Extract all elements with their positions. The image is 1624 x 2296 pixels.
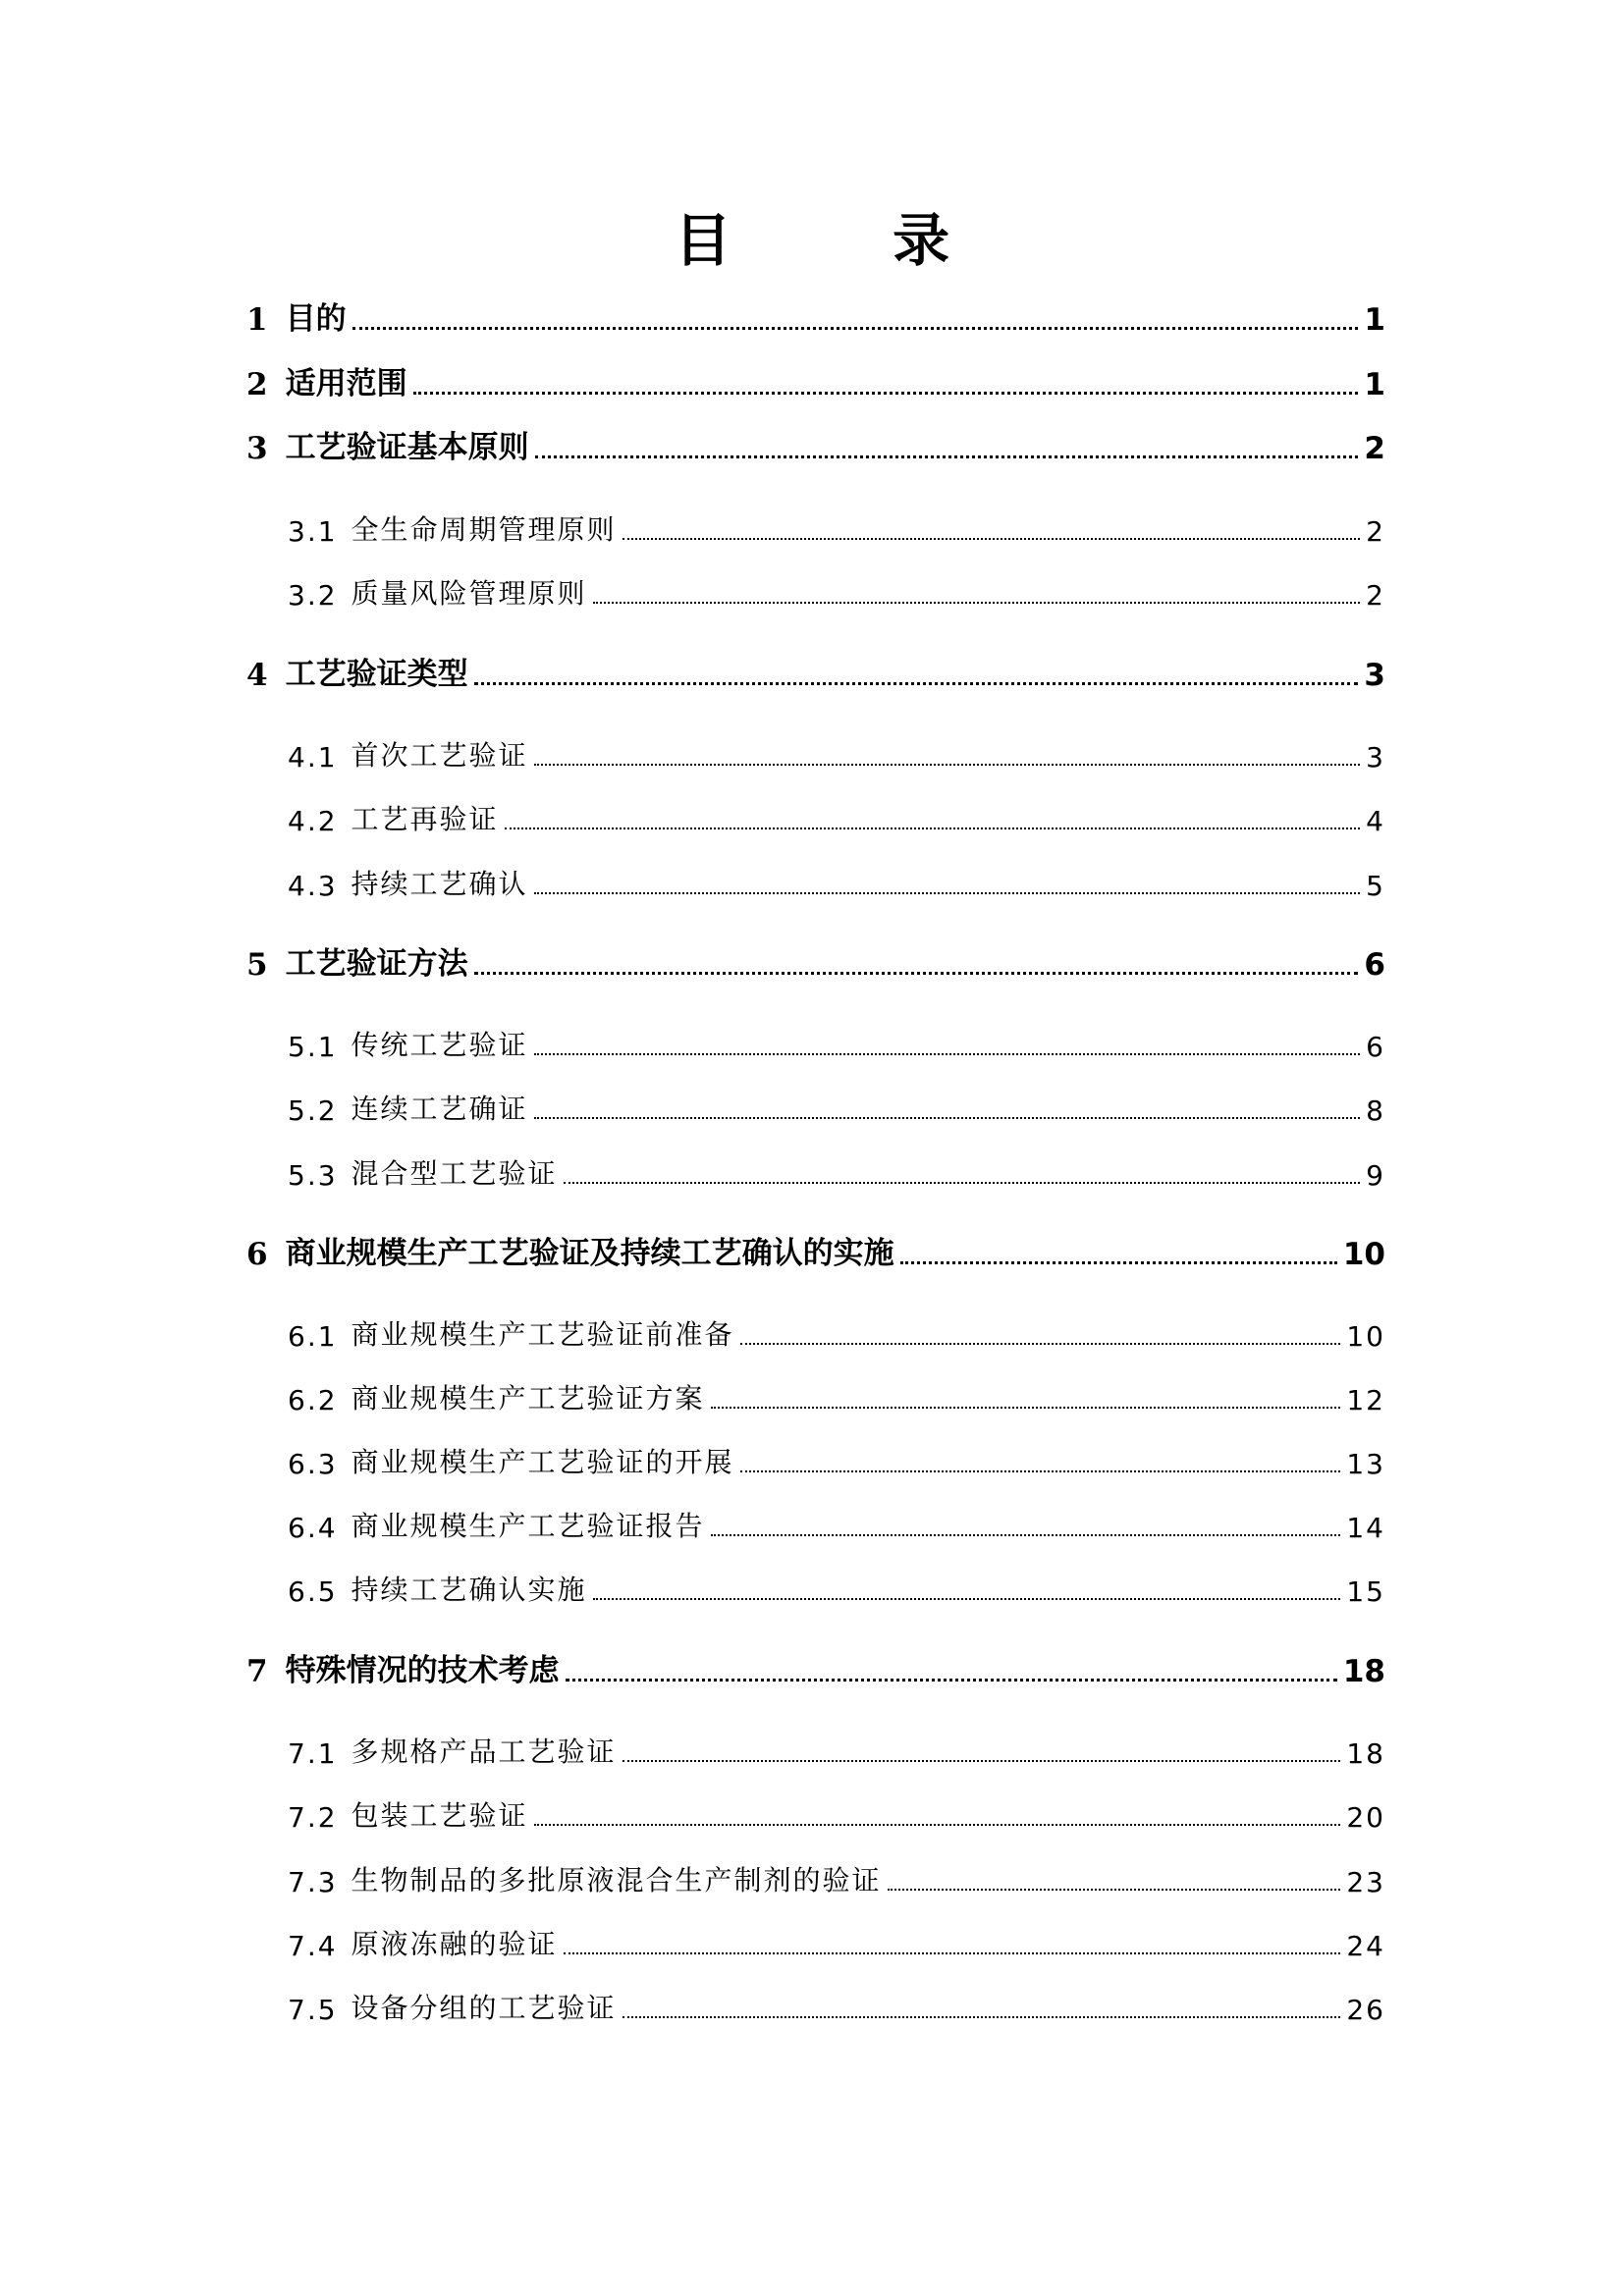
dot-leader: [593, 602, 1361, 604]
toc-entry-label: 商业规模生产工艺验证的开展: [351, 1446, 734, 1478]
toc-entry-label: 设备分组的工艺验证: [351, 1992, 617, 2024]
toc-entry-number: 3.1: [288, 515, 338, 548]
dot-leader: [534, 892, 1361, 894]
toc-entry-page: 8: [1366, 1095, 1385, 1127]
toc-entry-number: 7: [246, 1654, 268, 1689]
toc-entry-number: 1: [246, 302, 268, 338]
toc-entry-3-1[interactable]: [246, 505, 1385, 548]
toc-entry-label: 原液冻融的验证: [351, 1928, 558, 1960]
toc-entry-5-3[interactable]: [246, 1148, 1385, 1192]
toc-entry-page: 13: [1346, 1448, 1385, 1480]
toc-entry-label: 商业规模生产工艺验证报告: [351, 1510, 705, 1542]
toc-entry-1[interactable]: [246, 294, 1385, 338]
toc-entry-page: 10: [1346, 1320, 1385, 1353]
toc-entry-label: 混合型工艺验证: [351, 1157, 558, 1190]
toc-entry-label: 质量风险管理原则: [351, 577, 587, 610]
toc-title: 目 录: [674, 207, 1021, 274]
dot-leader: [740, 1470, 1341, 1472]
dot-leader: [474, 682, 1359, 685]
toc-entry-number: 4.3: [288, 870, 338, 902]
toc-entry-3[interactable]: [246, 423, 1385, 466]
toc-entry-page: 3: [1364, 658, 1385, 693]
dot-leader: [505, 828, 1361, 829]
toc-entry-number: 3: [246, 431, 268, 466]
toc-entry-5-1[interactable]: [246, 1020, 1385, 1063]
toc-entry-number: 5: [246, 947, 268, 983]
toc-entry-label: 传统工艺验证: [351, 1029, 528, 1061]
toc-entry-label: 工艺验证方法: [285, 946, 468, 982]
dot-leader: [564, 1952, 1341, 1954]
toc-entry-4-2[interactable]: [246, 794, 1385, 837]
toc-entry-number: 2: [246, 367, 268, 402]
toc-entry-number: 5.1: [288, 1031, 338, 1063]
toc-entry-number: 7.1: [288, 1737, 338, 1770]
dot-leader: [564, 1182, 1361, 1184]
toc-entry-label: 生物制品的多批原液混合生产制剂的验证: [351, 1864, 882, 1896]
toc-entry-page: 2: [1366, 515, 1385, 548]
toc-entry-number: 4.2: [288, 805, 338, 837]
toc-entry-label: 目的: [285, 301, 347, 337]
toc-entry-label: 多规格产品工艺验证: [351, 1735, 617, 1768]
dot-leader: [900, 1261, 1337, 1264]
toc-entry-label: 商业规模生产工艺验证方案: [351, 1382, 705, 1415]
toc-entry-page: 14: [1346, 1512, 1385, 1544]
toc-entry-label: 特殊情况的技术考虑: [285, 1653, 560, 1688]
dot-leader: [711, 1407, 1341, 1409]
toc-entry-page: 15: [1346, 1575, 1385, 1608]
toc-entry-number: 6: [246, 1237, 268, 1272]
dot-leader: [623, 1760, 1341, 1762]
toc-entry-page: 1: [1364, 302, 1385, 338]
toc-entry-page: 1: [1364, 367, 1385, 402]
toc-entry-6-2[interactable]: [246, 1373, 1385, 1416]
toc-entry-label: 连续工艺确证: [351, 1093, 528, 1125]
dot-leader: [534, 1824, 1341, 1826]
toc-entry-page: 5: [1366, 870, 1385, 902]
dot-leader: [623, 538, 1361, 540]
toc-entry-number: 5.3: [288, 1159, 338, 1192]
toc-entry-label: 商业规模生产工艺验证前准备: [351, 1318, 734, 1351]
toc-entry-page: 3: [1366, 741, 1385, 774]
toc-entry-7-4[interactable]: [246, 1919, 1385, 1962]
toc-entry-label: 适用范围: [285, 366, 407, 401]
toc-entry-7-1[interactable]: [246, 1727, 1385, 1770]
toc-entry-7[interactable]: [246, 1646, 1385, 1689]
toc-entry-page: 2: [1366, 579, 1385, 612]
toc-entry-7-5[interactable]: [246, 1983, 1385, 2026]
toc-entry-4-3[interactable]: [246, 859, 1385, 902]
toc-entry-2[interactable]: [246, 359, 1385, 402]
toc-entry-page: 18: [1346, 1737, 1385, 1770]
toc-entry-number: 6.5: [288, 1575, 338, 1608]
toc-entry-label: 全生命周期管理原则: [351, 513, 617, 546]
dot-leader: [888, 1889, 1341, 1891]
dot-leader: [535, 455, 1359, 458]
dot-leader: [534, 1117, 1361, 1119]
toc-entry-page: 2: [1364, 431, 1385, 466]
toc-entry-label: 工艺验证类型: [285, 657, 468, 692]
dot-leader: [566, 1679, 1337, 1682]
toc-entry-number: 5.2: [288, 1095, 338, 1127]
toc-entry-number: 6.3: [288, 1448, 338, 1480]
toc-entry-3-2[interactable]: [246, 568, 1385, 612]
toc-entry-label: 包装工艺验证: [351, 1799, 528, 1832]
toc-entry-page: 20: [1346, 1801, 1385, 1834]
toc-entry-page: 18: [1342, 1654, 1385, 1689]
toc-entry-number: 7.2: [288, 1801, 338, 1834]
toc-entry-4[interactable]: [246, 650, 1385, 693]
toc-entry-label: 工艺验证基本原则: [285, 430, 529, 465]
toc-entry-number: 6.1: [288, 1320, 338, 1353]
toc-entry-page: 24: [1346, 1930, 1385, 1962]
toc-entry-number: 7.5: [288, 1994, 338, 2026]
dot-leader: [352, 327, 1359, 330]
toc-entry-page: 6: [1366, 1031, 1385, 1063]
toc-entry-label: 工艺再验证: [351, 803, 499, 835]
toc-entry-6-3[interactable]: [246, 1437, 1385, 1480]
toc-entry-5-2[interactable]: [246, 1084, 1385, 1127]
toc-entry-label: 首次工艺验证: [351, 739, 528, 772]
dot-leader: [711, 1534, 1341, 1536]
toc-entry-7-3[interactable]: [246, 1855, 1385, 1898]
toc-entry-number: 4.1: [288, 741, 338, 774]
toc-entry-page: 12: [1346, 1384, 1385, 1416]
toc-entry-number: 7.3: [288, 1866, 338, 1898]
toc-entry-4-1[interactable]: [246, 730, 1385, 774]
toc-entry-number: 4: [246, 658, 268, 693]
dot-leader: [593, 1598, 1341, 1600]
toc-entry-6-1[interactable]: [246, 1309, 1385, 1353]
toc-entry-6-5[interactable]: [246, 1565, 1385, 1608]
toc-entry-number: 7.4: [288, 1930, 338, 1962]
toc-entry-7-2[interactable]: [246, 1790, 1385, 1834]
toc-entry-6-4[interactable]: [246, 1501, 1385, 1544]
toc-entry-label: 持续工艺确认: [351, 868, 528, 900]
toc-entry-label: 持续工艺确认实施: [351, 1574, 587, 1606]
toc-entry-page: 4: [1366, 805, 1385, 837]
toc-entry-page: 6: [1364, 947, 1385, 983]
toc-entry-page: 10: [1342, 1237, 1385, 1272]
toc-entry-number: 6.4: [288, 1512, 338, 1544]
dot-leader: [534, 1053, 1361, 1055]
dot-leader: [413, 392, 1359, 395]
dot-leader: [474, 972, 1359, 975]
dot-leader: [740, 1343, 1341, 1345]
toc-entry-label: 商业规模生产工艺验证及持续工艺确认的实施: [285, 1236, 894, 1271]
toc-entry-page: 9: [1366, 1159, 1385, 1192]
dot-leader: [534, 764, 1361, 766]
toc-entry-page: 26: [1346, 1994, 1385, 2026]
toc-entry-number: 3.2: [288, 579, 338, 612]
dot-leader: [623, 2016, 1341, 2018]
toc-entry-6[interactable]: [246, 1229, 1385, 1272]
toc-entry-5[interactable]: [246, 939, 1385, 983]
toc-entry-number: 6.2: [288, 1384, 338, 1416]
toc-entry-page: 23: [1346, 1866, 1385, 1898]
